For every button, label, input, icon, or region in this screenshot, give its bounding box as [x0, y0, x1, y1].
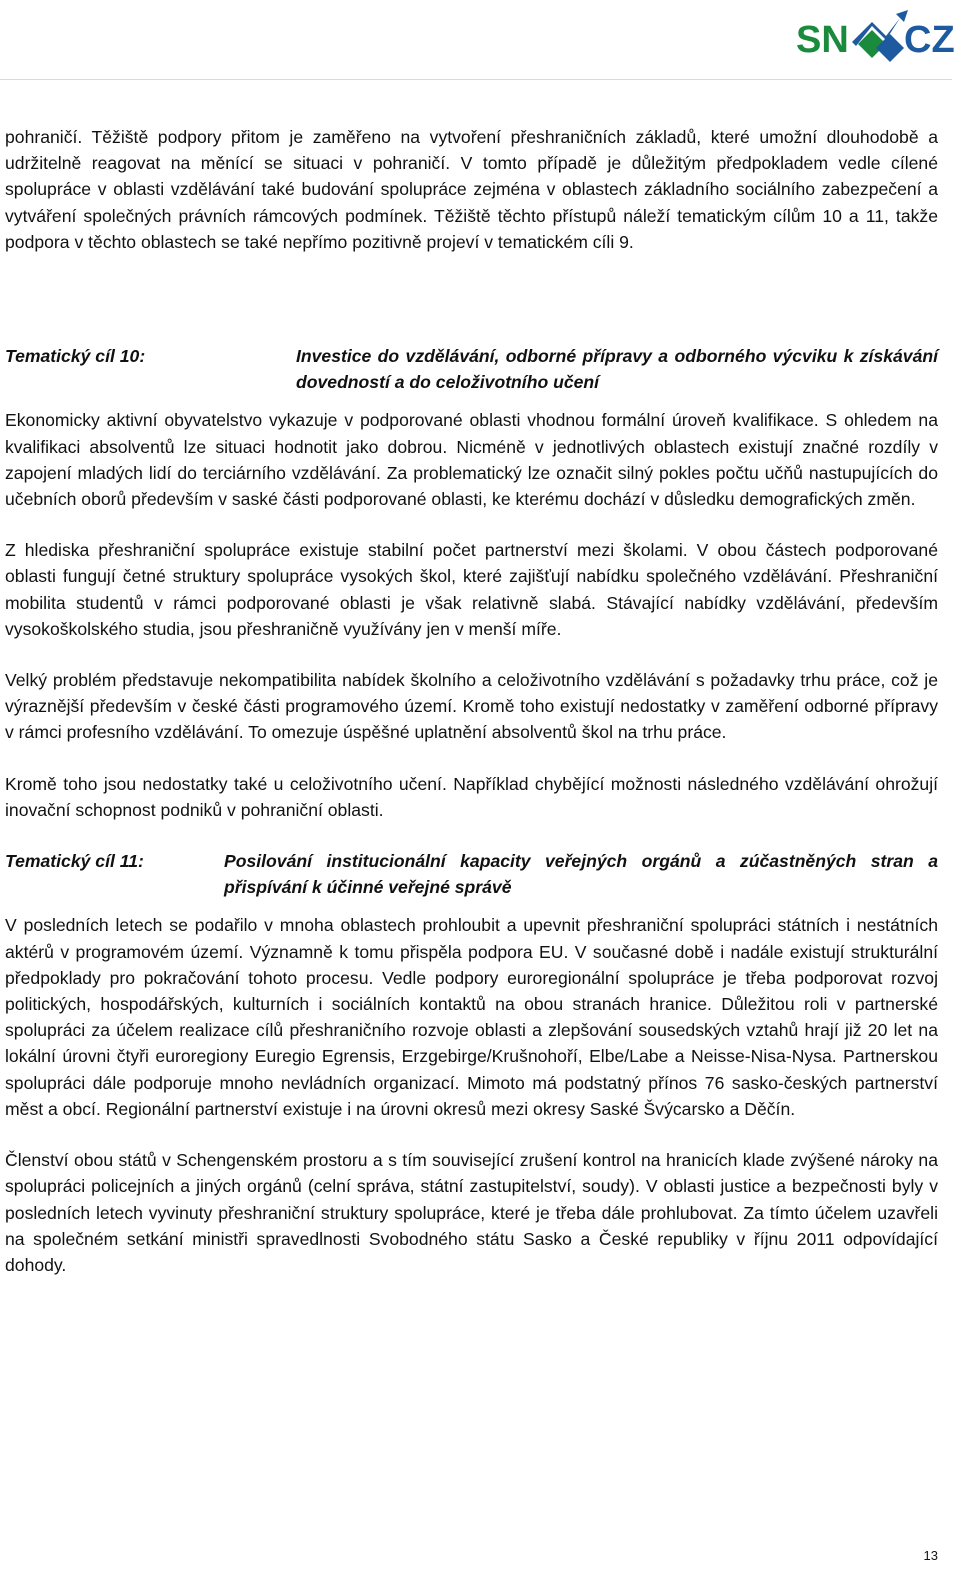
- paragraph-labour-market: Velký problém představuje nekompatibilita nabídek školního a celoživotního vzdělávání s požadavky trhu práce, což je výraznější především v české části programového území. Kromě toho existují nedostatky v zaměření odborné přípravy v rámci profesního vzdělávání. To omezuje úspěšné uplatnění absolventů škol na trhu práce.: [5, 670, 938, 743]
- paragraph-cooperation: V posledních letech se podařilo v mnoha oblastech prohloubit a upevnit přeshraniční spolupráci státních i nestátních aktérů v programovém území. Významně k tomu přispěla podpora EU. V současné době i nadále existují strukturální předpoklady pro pokračování tohoto procesu. Vedle podpory euroregionální spolupráce je třeba podporovat rozvoj politických, hospodářských, kulturních i sociálních kontaktů na obou stranách hranice. Důležitou roli v partnerské spolupráci za účelem realizace cílů přeshraničního rozvoje oblasti a zlepšování sousedských vztahů hrají již 20 let na lokální úrovni čtyři euroregiony Euregio Egrensis, Erzgebirge/Krušnohoří, Elbe/Labe a Neisse-Nisa-Nysa. Partnerskou spolupráci dále podporuje mnoho nevládních organizací. Mimoto má podstatný přínos 76 sasko-českých partnerství měst a obcí. Regionální partnerství existuje i na úrovni okresů mezi okresy Saské Švýcarsko a Děčín.: [5, 915, 938, 1119]
- document-body: [5, 124, 938, 1278]
- paragraph-lifelong-learning: Kromě toho jsou nedostatky také u celoživotního učení. Například chybějící možnosti následného vzdělávání ohrožují inovační schopnost podniků v pohraniční oblasti.: [5, 773, 938, 820]
- page-header: [0, 0, 960, 80]
- sn-cz-logo: [796, 4, 956, 68]
- goal-10-title: Investice do vzdělávání, odborné přípravy a odborného výcviku k získávání dovedností a do celoživotního učení: [296, 346, 938, 393]
- paragraph-schengen: Členství obou států v Schengenském prostoru a s tím související zrušení kontrol na hranicích klade zvýšené nároky na spolupráci policejních a jiných orgánů (celní správa, státní zastupitelství, soudy). V oblasti justice a bezpečnosti byly v posledních letech vyvinuty přeshraniční struktury spolupráce, které je třeba dále prohlubovat. Za tímto účelem uzavřeli na společném setkání ministři spravedlnosti Svobodného státu Sasko a České republiky v říjnu 2011 odpovídající dohody.: [5, 1150, 938, 1275]
- goal-11-label: Tematický cíl 11:: [5, 851, 144, 872]
- paragraph-qualification: Ekonomicky aktivní obyvatelstvo vykazuje v podporované oblasti vhodnou formální úroveň kvalifikace. S ohledem na kvalifikaci absolventů lze situaci hodnotit jako dobrou. Nicméně v jednotlivých oblastech existují značné rozdíly v zapojení mladých lidí do terciárního vzdělávání. Za problematický lze označit silný pokles počtu učňů nastupujících do učebních oborů především v saské části podporované oblasti, ke kterému dochází v důsledku demografických změn.: [5, 410, 938, 510]
- header-divider: [0, 79, 952, 80]
- page-number: 13: [923, 1548, 938, 1563]
- svg-text:SN: SN: [796, 19, 849, 61]
- goal-11-heading: [5, 848, 938, 900]
- goal-11-title: Posilování institucionální kapacity veřejných orgánů a zúčastněných stran a přispívání k účinné veřejné správě: [224, 851, 938, 898]
- goal-10-label: Tematický cíl 10:: [5, 346, 146, 367]
- goal-10-heading: [5, 343, 938, 395]
- svg-text:CZ: CZ: [904, 19, 955, 61]
- paragraph-intro: pohraničí. Těžiště podpory přitom je zaměřeno na vytvoření přeshraničních základů, které umožní dlouhodobě a udržitelně reagovat na měnící se situaci v pohraničí. V tomto případě je důležitým předpokladem vedle cílené spolupráce v oblasti vzdělávání také budování spolupráce zejména v oblastech základního sociálního zabezpečení a vytváření společných právních rámcových podmínek. Těžiště těchto přístupů náleží tematickým cílům 10 a 11, takže podpora v těchto oblastech se také nepřímo pozitivně projeví v tematickém cíli 9.: [5, 127, 938, 252]
- paragraph-school-partnerships: Z hlediska přeshraniční spolupráce existuje stabilní počet partnerství mezi školami. V obou částech podporované oblasti fungují četné struktury spolupráce vysokých škol, které zajišťují nabídku společného vzdělávání. Přeshraniční mobilita studentů v rámci podporované oblasti je však relativně slabá. Stávající nabídky vzdělávání, především vysokoškolského studia, jsou přeshraničně využívány jen v menší míře.: [5, 540, 938, 639]
